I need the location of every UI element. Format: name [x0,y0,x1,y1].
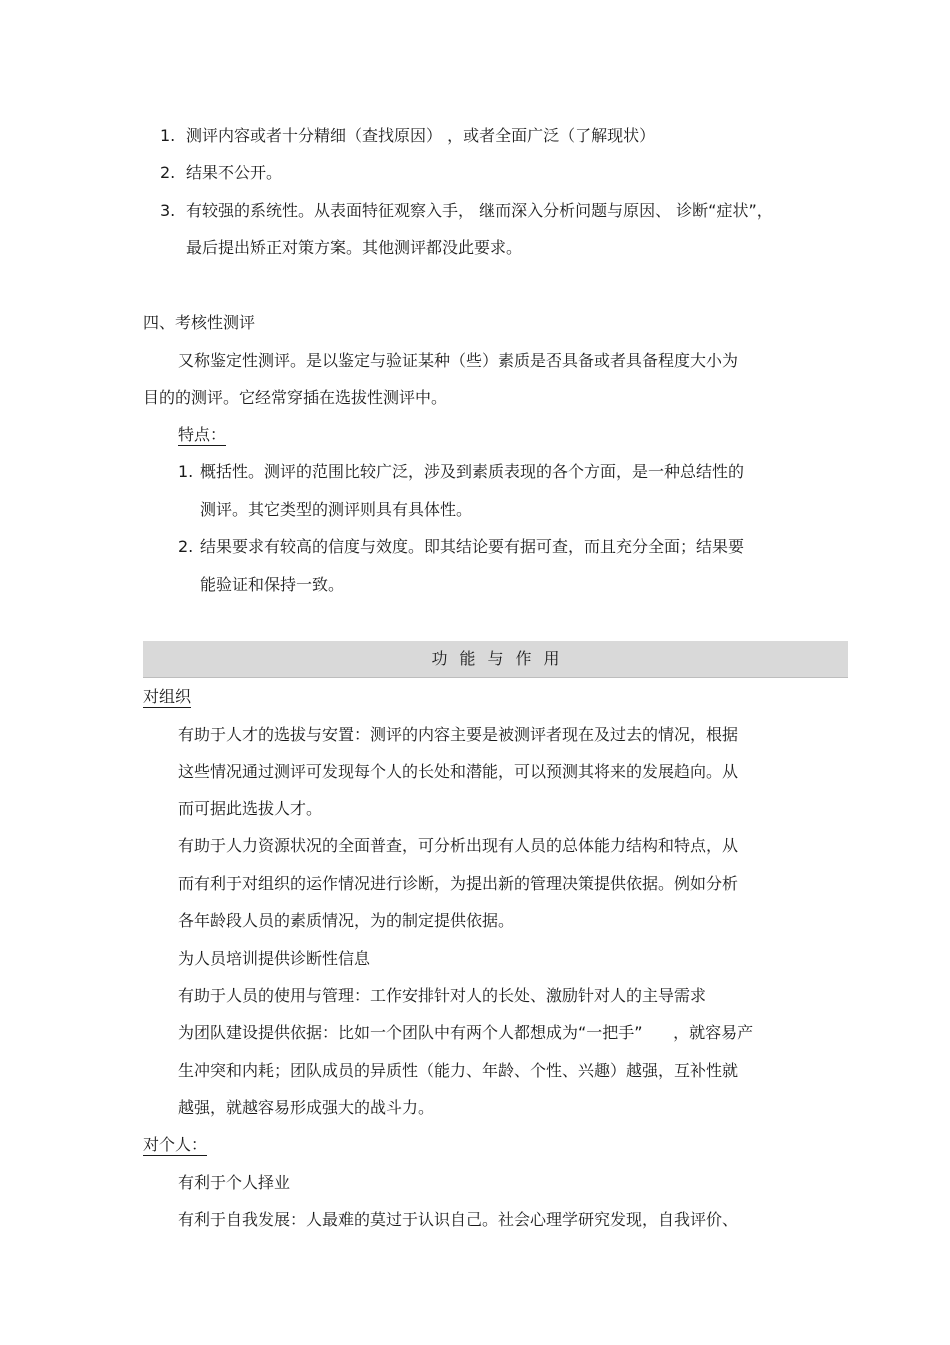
org-line: 有助于人员的使用与管理：工作安排针对人的长处、激励针对人的主导需求 [178,986,707,1005]
org-line: 各年龄段人员的素质情况，为的制定提供依据。 [178,911,515,930]
list-item [160,163,282,183]
org-label [143,687,191,707]
paragraph-line: 目的的测评。它经常穿插在选拔性测评中。 [143,388,448,407]
org-line: 有助于人才的选拔与安置：测评的内容主要是被测评者现在及过去的情况，根据 [178,725,739,744]
list-text: 有较强的系统性。从表面特征观察入手， 继而深入分析问题与原因、 诊断“症状”， [186,201,773,220]
list-text: 测评内容或者十分精细（查找原因） ，或者全面广泛（了解现状） [186,126,656,145]
org-line: 生冲突和内耗；团队成员的异质性（能力、年龄、个性、兴趣）越强，互补性就 [178,1061,739,1080]
person-label-text: 对个人： [143,1135,208,1154]
list-item-continuation: 能验证和保持一致。 [200,575,345,594]
org-line: 为人员培训提供诊断性信息 [178,949,371,968]
list-text: 结果要求有较高的信度与效度。即其结论要有据可查，而且充分全面；结果要 [200,537,745,556]
list-number: 2. [160,163,176,182]
org-line: 越强，就越容易形成强大的战斗力。 [178,1098,435,1117]
section-banner [143,641,848,678]
list-item-continuation: 最后提出矫正对策方案。其他测评都没此要求。 [186,238,523,257]
features-label-text: 特点： [178,425,227,444]
list-item [160,201,773,221]
list-number: 1. [178,462,194,481]
org-label-text: 对组织 [143,687,192,706]
section-heading: 四、考核性测评 [143,313,256,332]
list-number: 2. [178,537,194,556]
person-line: 有利于个人择业 [178,1173,291,1192]
list-item-continuation: 测评。其它类型的测评则具有具体性。 [200,500,473,519]
list-text: 结果不公开。 [186,163,283,182]
person-label [143,1135,222,1155]
paragraph-line: 又称鉴定性测评。是以鉴定与验证某种（些）素质是否具备或者具备程度大小为 [178,351,739,370]
banner-title: 功能与作用 [431,649,572,668]
org-line: 而可据此选拔人才。 [178,799,323,818]
list-number: 1. [160,126,176,145]
org-line: 为团队建设提供依据：比如一个团队中有两个人都想成为“一把手” ，就容易产 [178,1023,754,1042]
list-item [160,126,655,146]
list-text: 概括性。测评的范围比较广泛，涉及到素质表现的各个方面，是一种总结性的 [200,462,745,481]
org-line: 而有利于对组织的运作情况进行诊断，为提出新的管理决策提供依据。例如分析 [178,874,739,893]
list-number: 3. [160,201,176,220]
org-line: 有助于人力资源状况的全面普查，可分析出现有人员的总体能力结构和特点，从 [178,836,739,855]
person-line: 有利于自我发展：人最难的莫过于认识自己。社会心理学研究发现，自我评价、 [178,1210,739,1229]
list-item [178,537,744,557]
list-item [178,462,744,482]
org-line: 这些情况通过测评可发现每个人的长处和潜能，可以预测其将来的发展趋向。从 [178,762,739,781]
features-label [178,425,236,445]
